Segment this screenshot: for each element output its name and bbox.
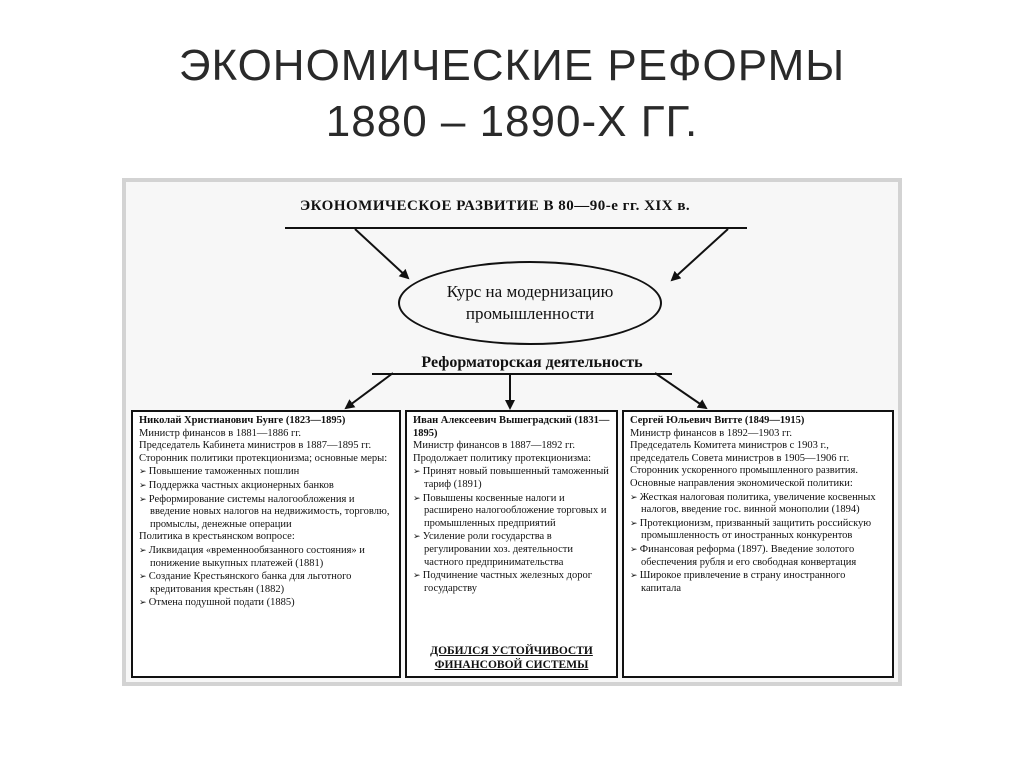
reform-activity-label: Реформаторская деятельность [421, 354, 643, 371]
bullet-item: ➢ Отмена подушной подати (1885) [139, 596, 393, 610]
bullet-item: ➢ Усиление роли государства в регулировании хоз. деятельности частного предпринимательства [413, 530, 610, 569]
bullet-item: ➢ Повышены косвенные налоги и расширено налогообложение торговых и промышленных предприятий [413, 492, 610, 531]
text-line: Председатель Комитета министров с 1903 г., председатель Совета министров в 1905—1906 гг. [630, 440, 850, 464]
economic-development-heading: ЭКОНОМИЧЕСКОЕ РАЗВИТИЕ В 80—90-е гг. XIX в. [300, 198, 691, 214]
slide-title-line-1: ЭКОНОМИЧЕСКИЕ РЕФОРМЫ [178, 41, 846, 90]
bullet-item: ➢ Повышение таможенных пошлин [139, 465, 393, 479]
text-line: Министр финансов в 1892—1903 гг. [630, 427, 793, 439]
witte-lines [630, 428, 886, 596]
bullet-item: ➢ Жесткая налоговая политика, увеличение косвенных налогов, введение гос. винной монополии (1894) [630, 491, 886, 517]
text-line: Политика в крестьянском вопросе: [139, 531, 295, 543]
text-line: Председатель Кабинета министров в 1887—1895 гг. [139, 440, 372, 452]
bullet-item: ➢ Реформирование системы налогообложения и введение новых налогов на недвижимость, торговлю, промыслы, денежные операции [139, 493, 393, 532]
bullet-item: ➢ Ликвидация «временнообязанного состояния» и понижение выкупных платежей (1881) [139, 544, 393, 570]
text-line: Сторонник политики протекционизма; основные меры: [139, 452, 388, 464]
bullet-item: ➢ Создание Крестьянского банка для льготного кредитования крестьян (1882) [139, 570, 393, 596]
vyshnegradsky-result: ДОБИЛСЯ УСТОЙЧИВОСТИ ФИНАНСОВОЙ СИСТЕМЫ [430, 645, 593, 671]
text-line: Сторонник ускоренного промышленного развития. [630, 465, 859, 477]
vyshnegradsky-name: Иван Алексеевич Вышеградский (1831—1895) [413, 415, 610, 439]
vyshnegradsky-lines [413, 440, 610, 595]
bunge-lines [139, 428, 393, 610]
reform-label-underline [372, 373, 672, 375]
text-line: Основные направления экономической политики: [630, 477, 853, 489]
modernization-oval [398, 261, 662, 345]
slide-title-line-2: 1880 – 1890-Х ГГ. [325, 97, 699, 146]
witte-box [622, 410, 894, 678]
bullet-item: ➢ Принят новый повышенный таможенный тариф (1891) [413, 465, 610, 491]
vyshnegradsky-box [405, 410, 618, 678]
oval-text: Курс на модернизацию промышленности [446, 282, 614, 323]
bullet-item: ➢ Протекционизм, призванный защитить российскую промышленность от иностранных конкурентов [630, 517, 886, 543]
text-line: Продолжает политику протекционизма: [413, 452, 592, 464]
text-line: Министр финансов в 1881—1886 гг. [139, 427, 302, 439]
text-line: Министр финансов в 1887—1892 гг. [413, 440, 576, 452]
bunge-box [131, 410, 401, 678]
slide-title [0, 38, 1024, 150]
bullet-item: ➢ Финансовая реформа (1897). Введение золотого обеспечения рубля и его свободная конвертация [630, 543, 886, 569]
heading-underline [285, 227, 747, 229]
bullet-item: ➢ Поддержка частных акционерных банков [139, 479, 393, 493]
bullet-item: ➢ Широкое привлечение в страну иностранного капитала [630, 569, 886, 595]
witte-name: Сергей Юльевич Витте (1849—1915) [630, 415, 805, 426]
bunge-name: Николай Христианович Бунге (1823—1895) [139, 415, 346, 426]
bullet-item: ➢ Подчинение частных железных дорог государству [413, 569, 610, 595]
